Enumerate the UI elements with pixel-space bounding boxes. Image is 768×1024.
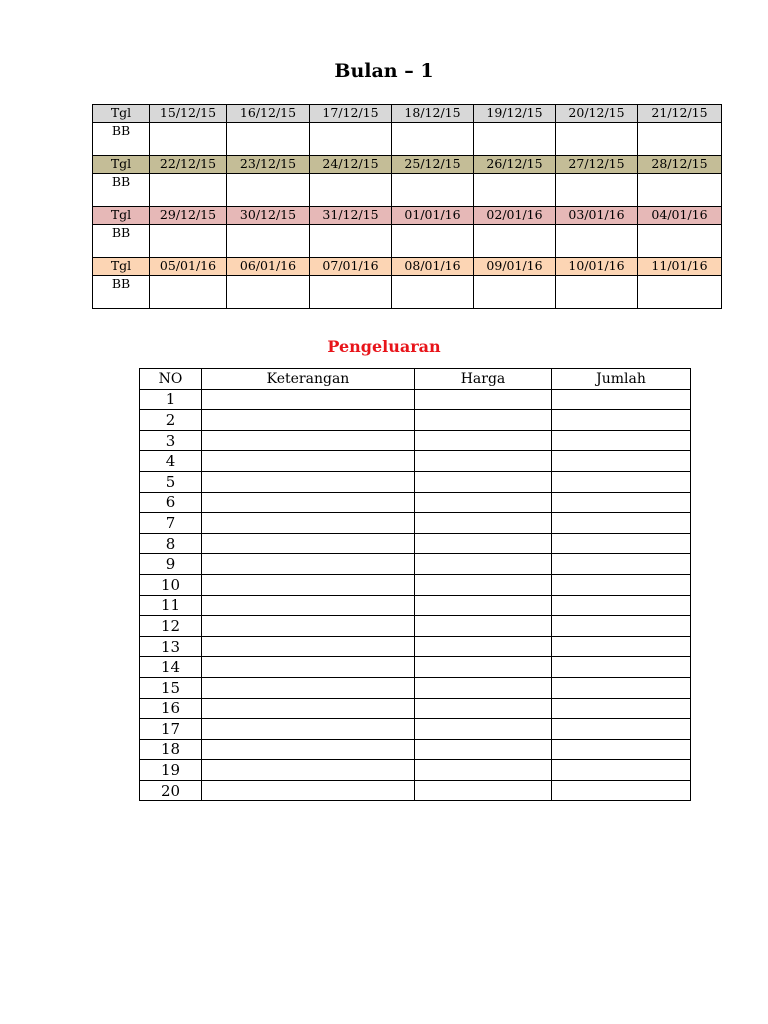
date-cell: 26/12/15: [474, 156, 556, 174]
tgl-label: Tgl: [93, 156, 150, 174]
row-number: 6: [140, 492, 202, 513]
harga-cell[interactable]: [415, 513, 552, 534]
harga-cell[interactable]: [415, 492, 552, 513]
weight-row: [93, 174, 722, 207]
keterangan-cell[interactable]: [202, 492, 415, 513]
weight-cell[interactable]: [474, 174, 556, 207]
harga-cell[interactable]: [415, 533, 552, 554]
date-row: [93, 207, 722, 225]
weight-cell[interactable]: [227, 276, 310, 309]
date-cell: 31/12/15: [310, 207, 392, 225]
keterangan-cell[interactable]: [202, 533, 415, 554]
date-cell: 03/01/16: [556, 207, 638, 225]
jumlah-cell[interactable]: [552, 657, 691, 678]
table-row: [140, 574, 691, 595]
harga-cell[interactable]: [415, 677, 552, 698]
keterangan-cell[interactable]: [202, 451, 415, 472]
harga-cell[interactable]: [415, 616, 552, 637]
jumlah-cell[interactable]: [552, 760, 691, 781]
row-number: 9: [140, 554, 202, 575]
weight-cell[interactable]: [150, 174, 227, 207]
keterangan-cell[interactable]: [202, 636, 415, 657]
date-cell: 06/01/16: [227, 258, 310, 276]
table-row: [140, 636, 691, 657]
harga-cell[interactable]: [415, 719, 552, 740]
bb-label: BB: [93, 174, 150, 207]
table-row: [140, 760, 691, 781]
keterangan-cell[interactable]: [202, 430, 415, 451]
date-cell: 21/12/15: [638, 105, 722, 123]
date-cell: 27/12/15: [556, 156, 638, 174]
jumlah-cell[interactable]: [552, 554, 691, 575]
jumlah-cell[interactable]: [552, 513, 691, 534]
keterangan-cell[interactable]: [202, 760, 415, 781]
date-cell: 07/01/16: [310, 258, 392, 276]
harga-cell[interactable]: [415, 554, 552, 575]
keterangan-cell[interactable]: [202, 698, 415, 719]
keterangan-cell[interactable]: [202, 554, 415, 575]
row-number: 11: [140, 595, 202, 616]
weight-cell[interactable]: [392, 174, 474, 207]
harga-cell[interactable]: [415, 471, 552, 492]
weight-cell[interactable]: [150, 225, 227, 258]
date-row: [93, 156, 722, 174]
row-number: 1: [140, 389, 202, 410]
row-number: 20: [140, 780, 202, 801]
date-cell: 20/12/15: [556, 105, 638, 123]
date-cell: 10/01/16: [556, 258, 638, 276]
table-row: [140, 513, 691, 534]
weight-tracking-table: [92, 104, 722, 309]
header-no: NO: [140, 369, 202, 390]
weight-row: [93, 225, 722, 258]
harga-cell[interactable]: [415, 657, 552, 678]
expenses-header-row: [140, 369, 691, 390]
keterangan-cell[interactable]: [202, 513, 415, 534]
keterangan-cell[interactable]: [202, 677, 415, 698]
row-number: 14: [140, 657, 202, 678]
row-number: 15: [140, 677, 202, 698]
jumlah-cell[interactable]: [552, 636, 691, 657]
keterangan-cell[interactable]: [202, 657, 415, 678]
table-row: [140, 616, 691, 637]
weight-cell[interactable]: [310, 123, 392, 156]
jumlah-cell[interactable]: [552, 574, 691, 595]
weight-row: [93, 123, 722, 156]
table-row: [140, 780, 691, 801]
bb-label: BB: [93, 123, 150, 156]
jumlah-cell[interactable]: [552, 595, 691, 616]
jumlah-cell[interactable]: [552, 698, 691, 719]
weight-cell[interactable]: [638, 276, 722, 309]
harga-cell[interactable]: [415, 451, 552, 472]
tgl-label: Tgl: [93, 258, 150, 276]
weight-cell[interactable]: [150, 123, 227, 156]
harga-cell[interactable]: [415, 574, 552, 595]
keterangan-cell[interactable]: [202, 595, 415, 616]
expenses-table: [139, 368, 691, 801]
table-row: [140, 533, 691, 554]
jumlah-cell[interactable]: [552, 739, 691, 760]
row-number: 17: [140, 719, 202, 740]
jumlah-cell[interactable]: [552, 533, 691, 554]
date-cell: 18/12/15: [392, 105, 474, 123]
weight-cell[interactable]: [638, 123, 722, 156]
header-jumlah: Jumlah: [552, 369, 691, 390]
row-number: 4: [140, 451, 202, 472]
row-number: 19: [140, 760, 202, 781]
harga-cell[interactable]: [415, 739, 552, 760]
weight-cell[interactable]: [310, 225, 392, 258]
table-row: [140, 719, 691, 740]
page-title: Bulan – 1: [334, 60, 434, 82]
date-cell: 02/01/16: [474, 207, 556, 225]
row-number: 18: [140, 739, 202, 760]
date-cell: 29/12/15: [150, 207, 227, 225]
weight-cell[interactable]: [392, 123, 474, 156]
table-row: [140, 677, 691, 698]
row-number: 5: [140, 471, 202, 492]
table-row: [140, 492, 691, 513]
date-cell: 30/12/15: [227, 207, 310, 225]
date-cell: 11/01/16: [638, 258, 722, 276]
harga-cell[interactable]: [415, 760, 552, 781]
row-number: 10: [140, 574, 202, 595]
date-cell: 16/12/15: [227, 105, 310, 123]
weight-cell[interactable]: [474, 276, 556, 309]
bb-label: BB: [93, 225, 150, 258]
date-cell: 08/01/16: [392, 258, 474, 276]
date-cell: 22/12/15: [150, 156, 227, 174]
keterangan-cell[interactable]: [202, 739, 415, 760]
keterangan-cell[interactable]: [202, 410, 415, 431]
keterangan-cell[interactable]: [202, 471, 415, 492]
date-cell: 19/12/15: [474, 105, 556, 123]
harga-cell[interactable]: [415, 389, 552, 410]
weight-cell[interactable]: [227, 174, 310, 207]
date-cell: 25/12/15: [392, 156, 474, 174]
weight-row: [93, 276, 722, 309]
date-cell: 23/12/15: [227, 156, 310, 174]
date-cell: 15/12/15: [150, 105, 227, 123]
row-number: 12: [140, 616, 202, 637]
keterangan-cell[interactable]: [202, 719, 415, 740]
keterangan-cell[interactable]: [202, 389, 415, 410]
weight-cell[interactable]: [310, 276, 392, 309]
jumlah-cell[interactable]: [552, 410, 691, 431]
table-row: [140, 451, 691, 472]
tgl-label: Tgl: [93, 105, 150, 123]
keterangan-cell[interactable]: [202, 616, 415, 637]
date-row: [93, 105, 722, 123]
harga-cell[interactable]: [415, 430, 552, 451]
expenses-title: Pengeluaran: [327, 337, 441, 356]
jumlah-cell[interactable]: [552, 719, 691, 740]
row-number: 7: [140, 513, 202, 534]
date-cell: 17/12/15: [310, 105, 392, 123]
row-number: 16: [140, 698, 202, 719]
table-row: [140, 410, 691, 431]
jumlah-cell[interactable]: [552, 389, 691, 410]
row-number: 8: [140, 533, 202, 554]
weight-cell[interactable]: [556, 225, 638, 258]
jumlah-cell[interactable]: [552, 451, 691, 472]
jumlah-cell[interactable]: [552, 677, 691, 698]
keterangan-cell[interactable]: [202, 780, 415, 801]
table-row: [140, 698, 691, 719]
tgl-label: Tgl: [93, 207, 150, 225]
weight-cell[interactable]: [474, 123, 556, 156]
row-number: 13: [140, 636, 202, 657]
harga-cell[interactable]: [415, 636, 552, 657]
table-row: [140, 657, 691, 678]
jumlah-cell[interactable]: [552, 616, 691, 637]
jumlah-cell[interactable]: [552, 430, 691, 451]
weight-cell[interactable]: [227, 225, 310, 258]
table-row: [140, 389, 691, 410]
row-number: 2: [140, 410, 202, 431]
harga-cell[interactable]: [415, 698, 552, 719]
row-number: 3: [140, 430, 202, 451]
keterangan-cell[interactable]: [202, 574, 415, 595]
header-harga: Harga: [415, 369, 552, 390]
jumlah-cell[interactable]: [552, 471, 691, 492]
table-row: [140, 595, 691, 616]
table-row: [140, 554, 691, 575]
weight-cell[interactable]: [638, 225, 722, 258]
harga-cell[interactable]: [415, 595, 552, 616]
bb-label: BB: [93, 276, 150, 309]
jumlah-cell[interactable]: [552, 780, 691, 801]
date-cell: 09/01/16: [474, 258, 556, 276]
weight-cell[interactable]: [227, 123, 310, 156]
table-row: [140, 430, 691, 451]
weight-cell[interactable]: [150, 276, 227, 309]
date-cell: 28/12/15: [638, 156, 722, 174]
date-cell: 05/01/16: [150, 258, 227, 276]
date-cell: 24/12/15: [310, 156, 392, 174]
date-row: [93, 258, 722, 276]
date-cell: 01/01/16: [392, 207, 474, 225]
table-row: [140, 739, 691, 760]
weight-cell[interactable]: [392, 276, 474, 309]
weight-cell[interactable]: [638, 174, 722, 207]
weight-cell[interactable]: [392, 225, 474, 258]
jumlah-cell[interactable]: [552, 492, 691, 513]
harga-cell[interactable]: [415, 410, 552, 431]
weight-cell[interactable]: [556, 123, 638, 156]
date-cell: 04/01/16: [638, 207, 722, 225]
weight-cell[interactable]: [556, 276, 638, 309]
weight-cell[interactable]: [556, 174, 638, 207]
header-keterangan: Keterangan: [202, 369, 415, 390]
weight-cell[interactable]: [474, 225, 556, 258]
harga-cell[interactable]: [415, 780, 552, 801]
weight-cell[interactable]: [310, 174, 392, 207]
table-row: [140, 471, 691, 492]
